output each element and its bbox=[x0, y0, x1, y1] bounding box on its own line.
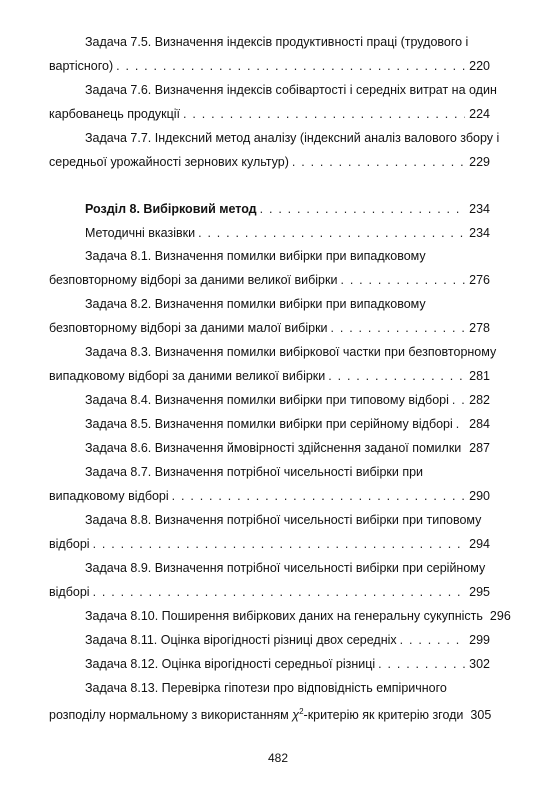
toc-entry-8-13-line1 bbox=[85, 680, 490, 696]
toc-page-number: 295 bbox=[469, 585, 490, 599]
leader-dots bbox=[172, 488, 465, 504]
toc-entry-text: безповторному відборі за даними малої вибірки bbox=[49, 321, 328, 335]
toc-entry-text: Задача 8.5. Визначення помилки вибірки при серійному відборі bbox=[85, 417, 453, 431]
toc-entry-7-6-line1 bbox=[85, 82, 497, 98]
toc-entry-7-7-line2[interactable] bbox=[49, 154, 490, 170]
toc-section-8[interactable] bbox=[85, 201, 490, 217]
toc-entry-8-11[interactable] bbox=[85, 632, 490, 648]
toc-entry-8-1-line2[interactable] bbox=[49, 272, 490, 288]
toc-page-number: 234 bbox=[469, 226, 490, 240]
leader-dots bbox=[456, 416, 465, 432]
toc-entry-text: Задача 8.1. Визначення помилки вибірки при випадковому bbox=[85, 249, 426, 263]
toc-entry-8-4[interactable] bbox=[85, 392, 490, 408]
toc-entry-text: Задача 8.3. Визначення помилки вибіркової частки при безповторному bbox=[85, 345, 497, 359]
toc-page-number: 287 bbox=[469, 441, 490, 455]
leader-dots bbox=[292, 154, 465, 170]
toc-page-number: 290 bbox=[469, 489, 490, 503]
leader-dots bbox=[400, 632, 465, 648]
leader-dots bbox=[378, 656, 465, 672]
toc-entry-8-3-line2[interactable] bbox=[49, 368, 490, 384]
leader-dots bbox=[183, 106, 465, 122]
toc-entry-text: Задача 7.7. Індексний метод аналізу (індексний аналіз валового збору і bbox=[85, 131, 500, 145]
toc-entry-text: випадковому відборі за даними великої вибірки bbox=[49, 369, 326, 383]
toc-entry-text: Задача 8.8. Визначення потрібної чисельності вибірки при типовому bbox=[85, 513, 482, 527]
toc-entry-8-2-line2[interactable] bbox=[49, 320, 490, 336]
toc-entry-8-12[interactable] bbox=[85, 656, 490, 672]
toc-entry-7-5-line2[interactable] bbox=[49, 58, 490, 74]
toc-entry-text: Задача 8.2. Визначення помилки вибірки при випадковому bbox=[85, 297, 426, 311]
toc-entry-methodical[interactable] bbox=[85, 225, 490, 241]
toc-entry-text bbox=[49, 704, 463, 723]
chi-symbol: χ bbox=[292, 708, 300, 723]
leader-dots bbox=[340, 272, 465, 288]
toc-entry-text: випадковому відборі bbox=[49, 489, 169, 503]
toc-entry-8-6[interactable] bbox=[85, 440, 490, 456]
chi-exponent: 2 bbox=[299, 707, 304, 716]
toc-entry-text: Задача 8.9. Визначення потрібної чисельності вибірки при серійному bbox=[85, 561, 486, 575]
toc-entry-text: Задача 8.10. Поширення вибіркових даних на генеральну сукупність bbox=[85, 609, 483, 623]
toc-entry-text: Задача 8.11. Оцінка вірогідності різниці двох середніх bbox=[85, 633, 397, 647]
toc-entry-8-9-line1 bbox=[85, 560, 490, 576]
toc-entry-text: Задача 8.7. Визначення потрібної чисельності вибірки при bbox=[85, 465, 424, 479]
toc-page-number: 284 bbox=[469, 417, 490, 431]
leader-dots bbox=[464, 440, 465, 456]
leader-dots bbox=[198, 225, 465, 241]
toc-entry-text: Задача 7.5. Визначення індексів продуктивності праці (трудового і bbox=[85, 35, 469, 49]
toc-entry-8-1-line1 bbox=[85, 248, 490, 264]
toc-entry-text: середньої урожайності зернових культур) bbox=[49, 155, 289, 169]
leader-dots bbox=[328, 368, 465, 384]
toc-entry-8-5[interactable] bbox=[85, 416, 490, 432]
toc-page-number: 224 bbox=[469, 107, 490, 121]
toc-entry-text: відборі bbox=[49, 585, 90, 599]
toc-entry-8-9-line2[interactable] bbox=[49, 584, 490, 600]
toc-page-number: 302 bbox=[469, 657, 490, 671]
toc-entry-text: відборі bbox=[49, 537, 90, 551]
toc-page-number: 296 bbox=[489, 609, 511, 623]
toc-entry-7-7-line1 bbox=[85, 130, 500, 146]
toc-entry-text: вартісного) bbox=[49, 59, 114, 73]
toc-page-number: 282 bbox=[469, 393, 490, 407]
toc-entry-text: безповторному відборі за даними великої вибірки bbox=[49, 273, 338, 287]
toc-entry-7-5-line1 bbox=[85, 34, 490, 50]
toc-entry-text: Задача 8.4. Визначення помилки вибірки при типовому відборі bbox=[85, 393, 449, 407]
section-title: Розділ 8. Вибірковий метод bbox=[85, 202, 257, 216]
toc-entry-text: Задача 8.6. Визначення ймовірності здійснення заданої помилки bbox=[85, 441, 462, 455]
text-after-symbol: -критерію як критерію згоди bbox=[303, 708, 464, 723]
leader-dots bbox=[452, 392, 465, 408]
toc-entry-text: Задача 8.12. Оцінка вірогідності середньої різниці bbox=[85, 657, 376, 671]
leader-dots bbox=[331, 320, 466, 336]
page-number: 482 bbox=[267, 751, 289, 765]
leader-dots bbox=[93, 584, 466, 600]
leader-dots bbox=[260, 201, 466, 217]
toc-page-number: 278 bbox=[469, 321, 490, 335]
toc-entry-8-2-line1 bbox=[85, 296, 490, 312]
text-before-symbol: розподілу нормальному з використанням bbox=[49, 708, 293, 723]
toc-entry-8-8-line2[interactable] bbox=[49, 536, 490, 552]
toc-page-number: 294 bbox=[469, 537, 490, 551]
toc-page-number: 281 bbox=[469, 369, 490, 383]
toc-page-number: 299 bbox=[469, 633, 490, 647]
toc-page-number: 305 bbox=[470, 708, 492, 723]
toc-page-number: 234 bbox=[469, 202, 490, 216]
toc-entry-8-8-line1 bbox=[85, 512, 490, 528]
toc-entry-text: Задача 7.6. Визначення індексів собівартості і середніх витрат на один bbox=[85, 83, 497, 97]
toc-page-number: 220 bbox=[469, 59, 490, 73]
leader-dots bbox=[116, 58, 465, 74]
toc-entry-8-7-line1 bbox=[85, 464, 490, 480]
toc-entry-text: Задача 8.13. Перевірка гіпотези про відповідність емпіричного bbox=[85, 681, 447, 695]
leader-dots bbox=[93, 536, 466, 552]
toc-entry-text: карбованець продукції bbox=[49, 107, 181, 121]
toc-entry-8-7-line2[interactable] bbox=[49, 488, 490, 504]
toc-page-number: 276 bbox=[469, 273, 490, 287]
toc-entry-7-6-line2[interactable] bbox=[49, 106, 490, 122]
toc-entry-8-3-line1 bbox=[85, 344, 497, 360]
toc-entry-8-10[interactable] bbox=[85, 608, 511, 624]
toc-page-number: 229 bbox=[469, 155, 490, 169]
toc-entry-8-13-line2[interactable] bbox=[49, 704, 490, 723]
toc-entry-text: Методичні вказівки bbox=[85, 226, 196, 240]
